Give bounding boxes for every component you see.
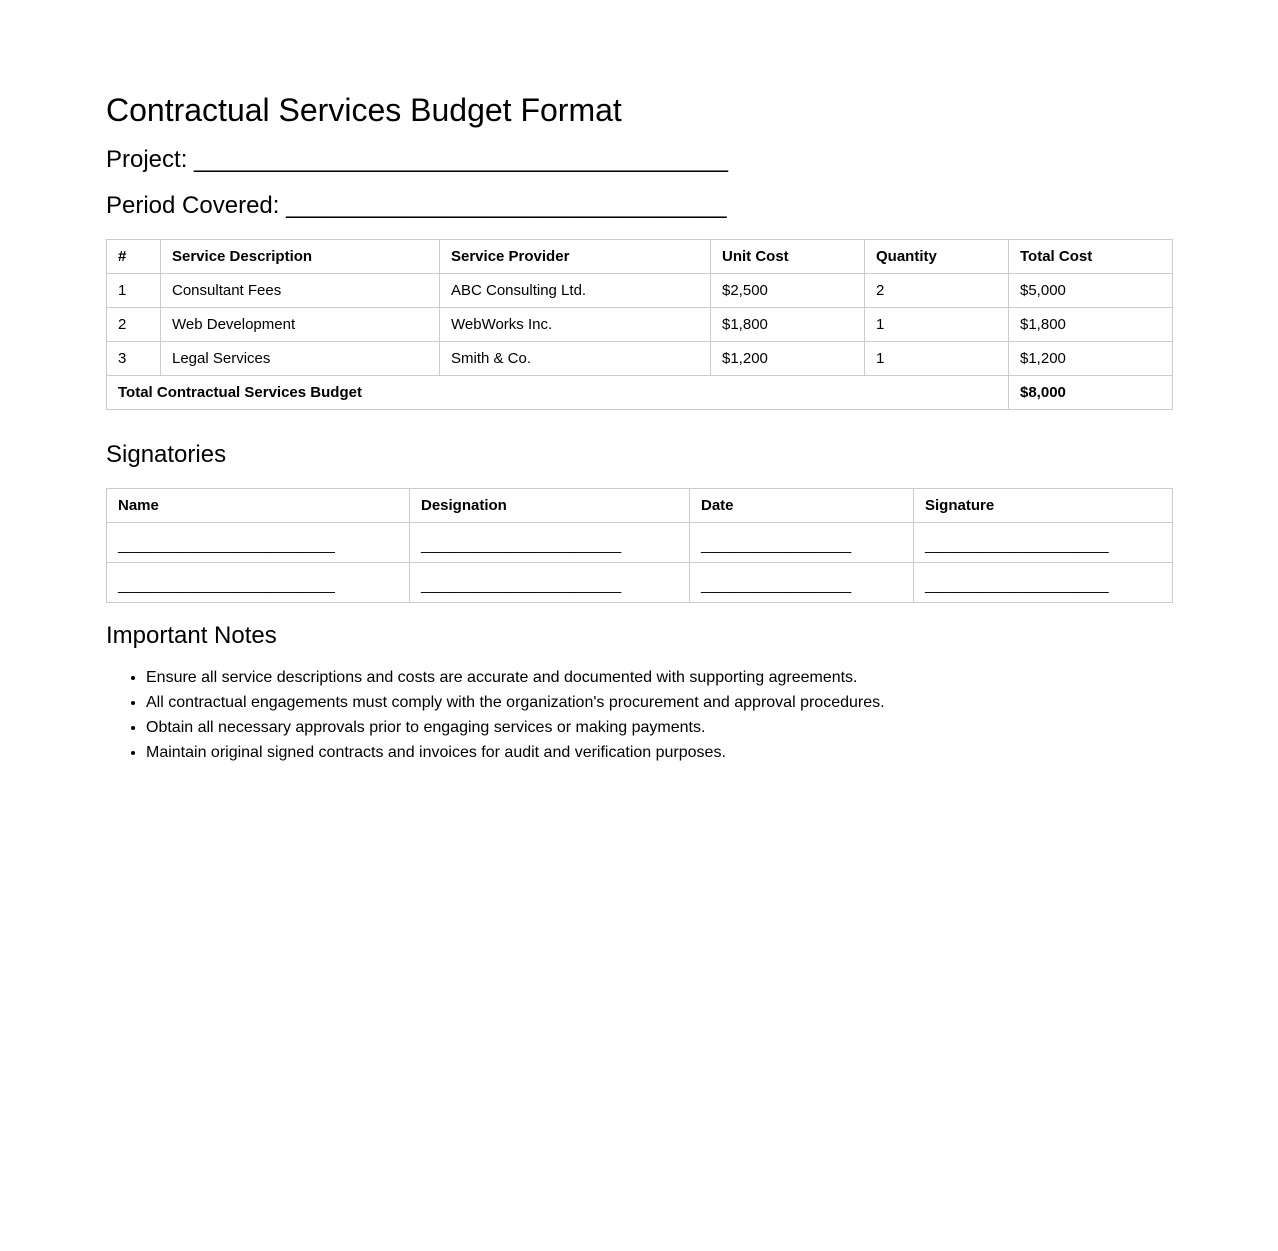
column-header-unit-cost: Unit Cost [711, 240, 865, 274]
total-cost-cell: $5,000 [1009, 274, 1173, 308]
unit-cost-cell: $2,500 [711, 274, 865, 308]
unit-cost-cell: $1,800 [711, 308, 865, 342]
name-blank-line: __________________________ [107, 563, 410, 603]
project-field: Project: ________________________________________ [106, 146, 728, 173]
important-notes-list [106, 665, 1172, 765]
service-description-cell: Consultant Fees [161, 274, 440, 308]
row-number: 2 [107, 308, 161, 342]
column-header-name: Name [107, 489, 410, 523]
column-header-signature: Signature [914, 489, 1173, 523]
signatories-heading: Signatories [106, 441, 227, 468]
list-item: • Ensure all service descriptions and costs are accurate and documented with supporting agreements. [146, 665, 1172, 690]
service-provider-cell: ABC Consulting Ltd. [440, 274, 711, 308]
signatories-header-row [107, 489, 1173, 523]
column-header-total-cost: Total Cost [1009, 240, 1173, 274]
total-cost-cell: $1,200 [1009, 342, 1173, 376]
quantity-cell: 1 [865, 342, 1009, 376]
quantity-cell: 1 [865, 308, 1009, 342]
service-description-cell: Web Development [161, 308, 440, 342]
budget-total-label: Total Contractual Services Budget [107, 376, 1009, 410]
table-row [107, 342, 1173, 376]
table-row [107, 308, 1173, 342]
table-row [107, 274, 1173, 308]
column-header-service-description: Service Description [161, 240, 440, 274]
budget-total-value: $8,000 [1009, 376, 1173, 410]
quantity-cell: 2 [865, 274, 1009, 308]
service-provider-cell: Smith & Co. [440, 342, 711, 376]
row-number: 1 [107, 274, 161, 308]
designation-blank-line: ________________________ [410, 563, 690, 603]
date-blank-line: __________________ [690, 563, 914, 603]
table-row [107, 523, 1173, 563]
date-blank-line: __________________ [690, 523, 914, 563]
service-provider-cell: WebWorks Inc. [440, 308, 711, 342]
important-notes-heading: Important Notes [106, 622, 277, 649]
signatories-table [106, 488, 1173, 603]
signature-blank-line: ______________________ [914, 523, 1173, 563]
service-description-cell: Legal Services [161, 342, 440, 376]
list-item: • Obtain all necessary approvals prior to engaging services or making payments. [146, 715, 1172, 740]
column-header-date: Date [690, 489, 914, 523]
column-header-quantity: Quantity [865, 240, 1009, 274]
column-header-service-provider: Service Provider [440, 240, 711, 274]
budget-table [106, 239, 1173, 410]
total-cost-cell: $1,800 [1009, 308, 1173, 342]
document-title: Contractual Services Budget Format [106, 92, 622, 128]
budget-header-row [107, 240, 1173, 274]
row-number: 3 [107, 342, 161, 376]
column-header-designation: Designation [410, 489, 690, 523]
column-header-number: # [107, 240, 161, 274]
list-item: • All contractual engagements must comply with the organization's procurement and approval procedures. [146, 690, 1172, 715]
table-row [107, 563, 1173, 603]
name-blank-line: __________________________ [107, 523, 410, 563]
budget-total-row [107, 376, 1173, 410]
unit-cost-cell: $1,200 [711, 342, 865, 376]
period-covered-field: Period Covered: _________________________________ [106, 192, 727, 219]
signature-blank-line: ______________________ [914, 563, 1173, 603]
designation-blank-line: ________________________ [410, 523, 690, 563]
list-item: • Maintain original signed contracts and invoices for audit and verification purposes. [146, 740, 1172, 765]
